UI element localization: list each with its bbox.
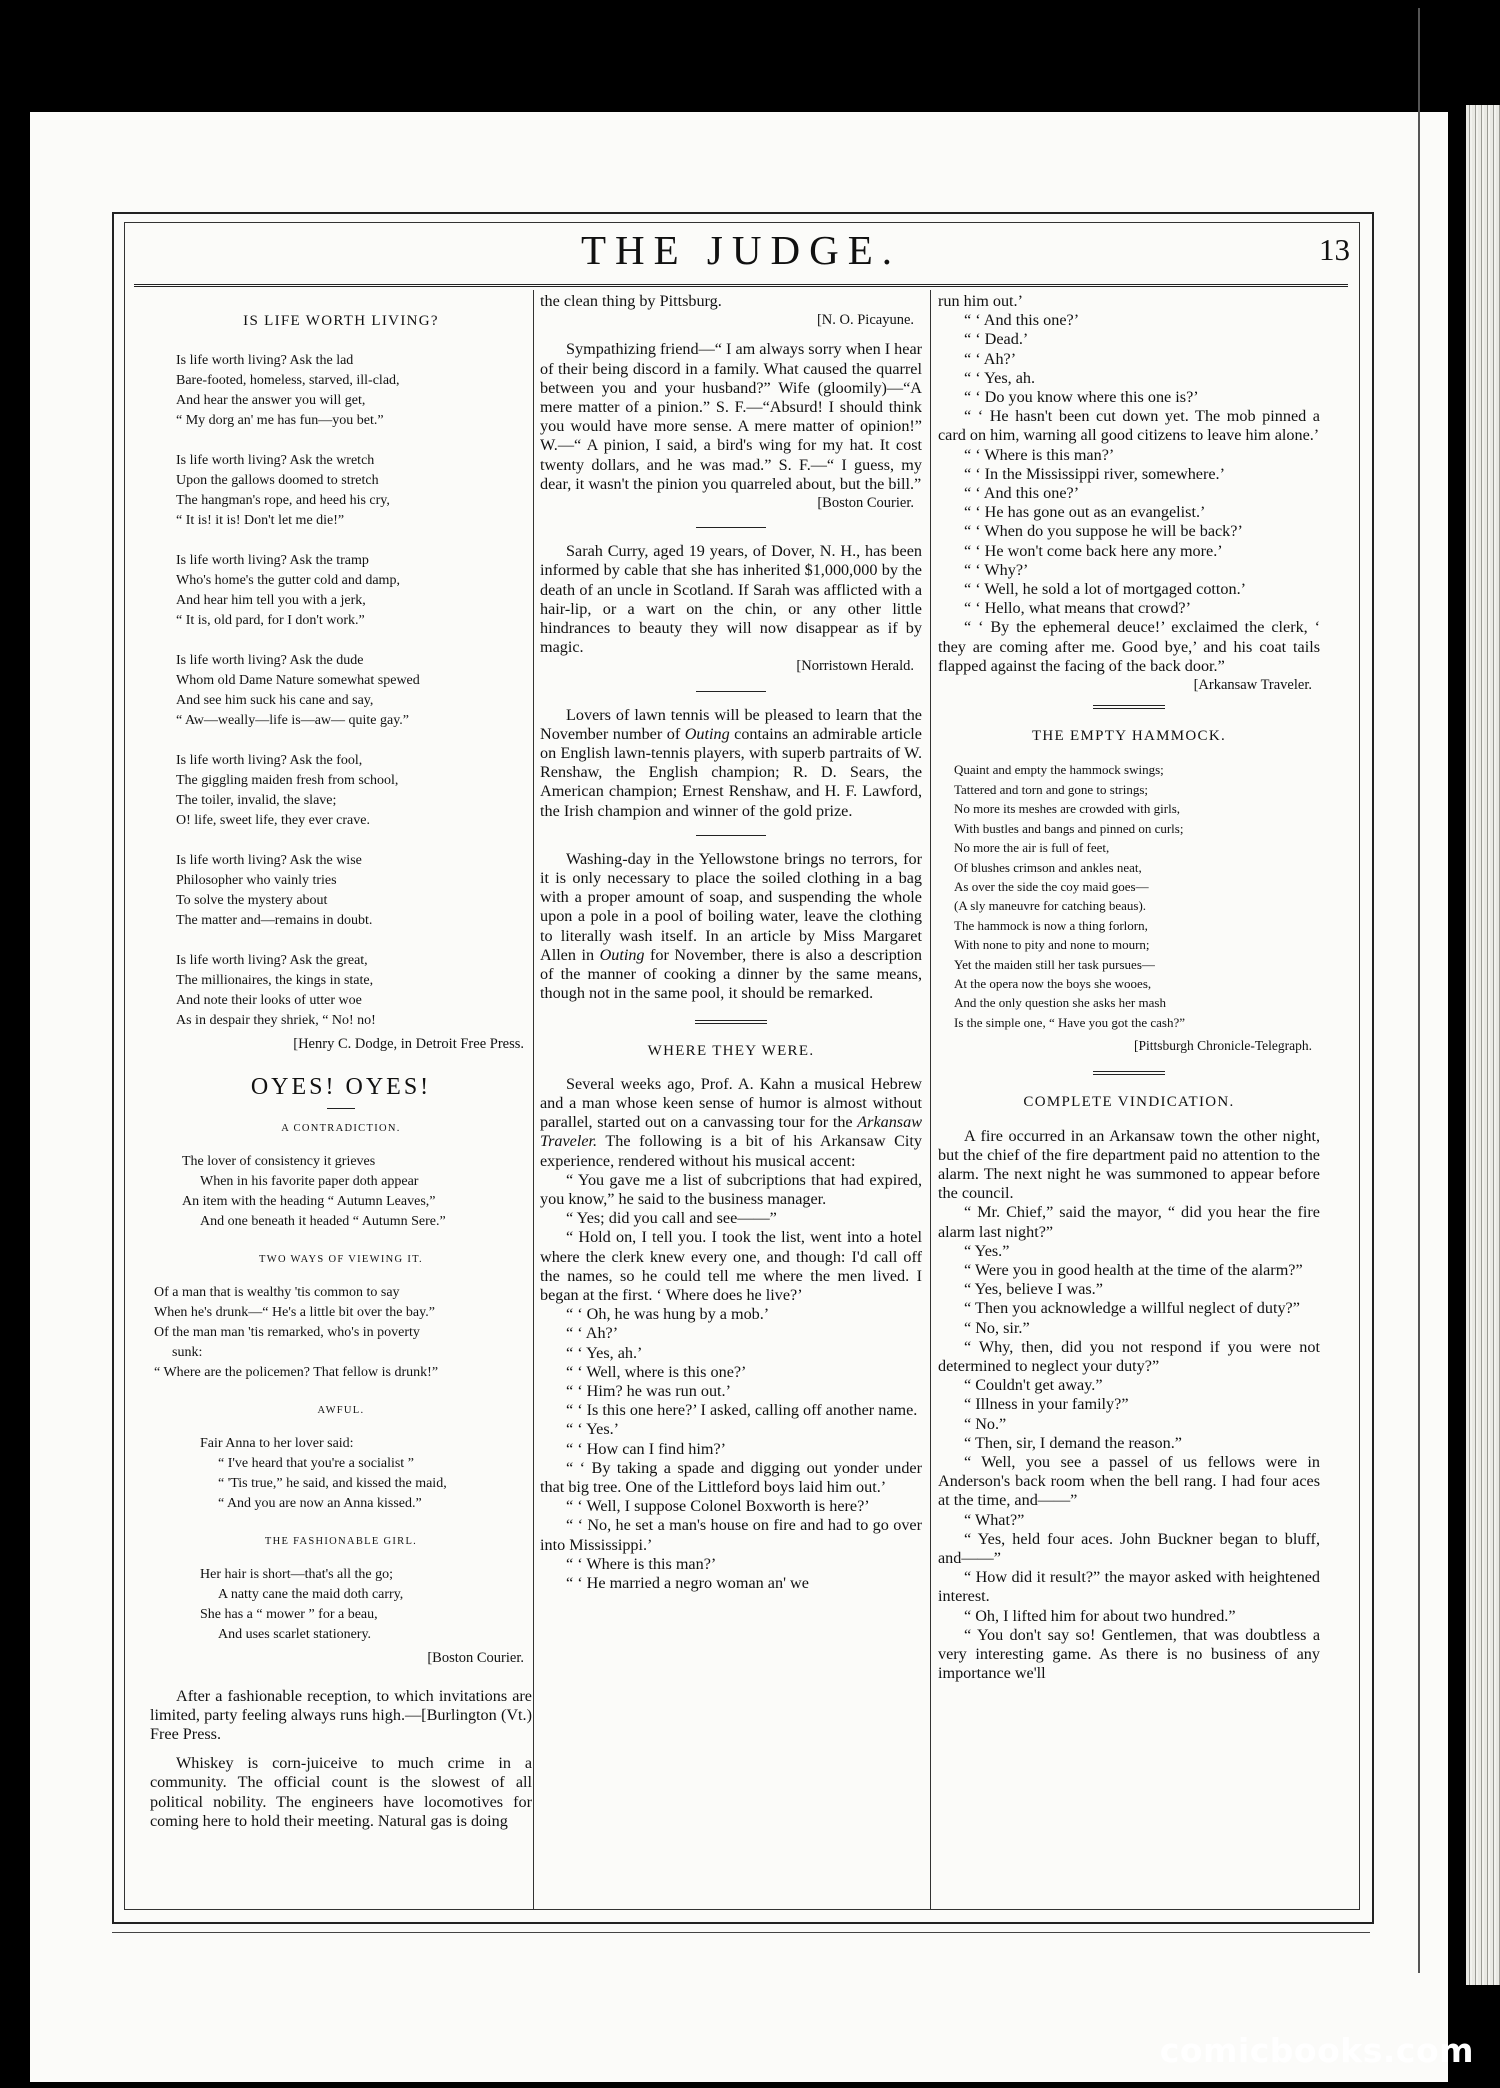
subhead: TWO WAYS OF VIEWING IT. <box>259 1253 423 1265</box>
article-body <box>938 1127 1320 1684</box>
stanza: Is life worth living? Ask the lad Bare-footed, homeless, starved, ill-clad, And hear the answer you will get, “ My dorg an' me has fun—you bet.” <box>176 353 400 429</box>
dialogue-line: “ ‘ Why?’ <box>964 560 1029 579</box>
page-number: 13 <box>1319 232 1350 267</box>
double-divider <box>695 1020 767 1024</box>
paragraph: “ Yes, believe I was.” <box>964 1280 1103 1299</box>
subhead: THE FASHIONABLE GIRL. <box>264 1536 418 1548</box>
paragraph: Lovers of lawn tennis will be pleased to learn that the November number of Outing contains an admirable article on English lawn-tennis players, with superb partraits of W. Renshaw, the English champion; R. D. Sears, the American champion; Ernest Renshaw, and H. F. Lawford, the Irish champion and winner of the gold prize. <box>540 705 922 820</box>
divider <box>696 835 766 836</box>
paragraph: “ Illness in your family?” <box>964 1395 1129 1414</box>
paragraph: “ Then, sir, I demand the reason.” <box>964 1433 1182 1452</box>
paragraph: Several weeks ago, Prof. A. Kahn a musical Hebrew and a man whose keen sense of humor is almost without parallel, started out on a canvassing tour for the Arkansaw Traveler. The following is a bit of his Arkansaw City experience, rendered without his musical accent: <box>540 1074 922 1170</box>
verse: Of a man that is wealthy 'tis common to say When he's drunk—“ He's a little bit over the bay.” Of the man man 'tis remarked, who's in poverty sunk: “ Where are the policemen? That fellow is drunk!” <box>154 1285 439 1381</box>
dialogue-line: “ ‘ Dead.’ <box>964 330 1029 349</box>
dialogue-line: “ ‘ In the Mississippi river, somewhere.’ <box>964 464 1225 483</box>
paragraph: “ No.” <box>964 1414 1007 1433</box>
paragraph: the clean thing by Pittsburg. <box>540 292 722 310</box>
dialogue-line: “ ‘ He has gone out as an evangelist.’ <box>964 503 1206 522</box>
dialogue-line: “ Hold on, I tell you. I took the list, went into a hotel where the clerk knew every one, and though: I'd call off the names, so he could tell me where the men lived. I began at the first. ‘ Where does he live?’ <box>540 1228 922 1304</box>
dialogue-line: “ ‘ He hasn't been cut down yet. The mob pinned a card on him, warning all good citizens to leave him alone.’ <box>938 407 1320 445</box>
paragraph: “ Yes, held four aces. John Buckner began to bluff, and——” <box>938 1529 1320 1568</box>
paragraph: “ Well, you see a passel of us fellows were in Anderson's back room when the bell rang. I had four aces at the time, and——” <box>938 1453 1320 1510</box>
source-credit: [Arkansaw Traveler. <box>1193 677 1312 694</box>
masthead-title: THE JUDGE. <box>580 227 902 273</box>
stanza: Is life worth living? Ask the wise Philosopher who vainly tries To solve the mystery about The matter and—remains in doubt. <box>176 853 373 929</box>
double-divider <box>1093 1071 1165 1075</box>
column-1 <box>150 292 532 1831</box>
paragraph: “ Were you in good health at the time of the alarm?” <box>964 1260 1303 1279</box>
divider <box>696 527 766 528</box>
paragraph: A fire occurred in an Arkansaw town the other night, but the chief of the fire department paid no attention to the alarm. The next night he was summoned to appear before the council. <box>938 1126 1320 1203</box>
dialogue-line: “ ‘ Him? he was run out.’ <box>566 1381 731 1400</box>
stanza: Is life worth living? Ask the fool, The giggling maiden fresh from school, The toiler, invalid, the slave; O! life, sweet life, they ever crave. <box>176 753 399 829</box>
paragraph: “ Yes.” <box>964 1241 1010 1260</box>
dialogue <box>540 1171 922 1593</box>
dialogue-line: “ ‘ Yes.’ <box>566 1420 620 1439</box>
section-title: OYES! OYES! <box>250 1074 432 1101</box>
verse: The lover of consistency it grieves When in his favorite paper doth appear An item with the heading “ Autumn Leaves,” And one beneath it headed “ Autumn Sere.” <box>182 1153 446 1229</box>
dialogue-line: “ ‘ Well, I suppose Colonel Boxworth is here?’ <box>566 1497 870 1516</box>
page-stack-edge <box>1466 105 1500 1985</box>
dialogue <box>938 292 1320 676</box>
article-title: COMPLETE VINDICATION. <box>1023 1094 1235 1111</box>
dialogue-line: “ ‘ Ah?’ <box>566 1324 619 1343</box>
column-3 <box>938 292 1320 1683</box>
source-credit: [Boston Courier. <box>817 495 914 512</box>
dialogue-line: run him out.’ <box>938 292 1023 310</box>
dialogue-line: “ ‘ He won't come back here any more.’ <box>964 541 1223 560</box>
column-2 <box>540 292 922 1593</box>
stanza: Is life worth living? Ask the dude Whom old Dame Nature somewhat spewed And see him suck his cane and say, “ Aw—weally—life is—aw— quite gay.” <box>176 653 420 729</box>
paragraph: Sympathizing friend—“ I am always sorry when I hear of their being discord in a family. What caused the quarrel between you and your husband?” Wife (gloomily)—“A mere matter of a pinion.” S. F.—“Absurd! I should think you would have more sense. A mere matter of opinion!” W.—“ A pinion, I said, a bird's wing for my hat. It cost twenty dollars, and he was mad.” S. F.—“ I guess, my dear, it wasn't the pinion you quarreled about, but the bill.” <box>540 340 923 493</box>
dialogue-line: “ ‘ Well, he sold a lot of mortgaged cotton.’ <box>964 580 1247 599</box>
paragraph: “ No, sir.” <box>964 1318 1030 1337</box>
dialogue-line: “ ‘ And this one?’ <box>964 484 1080 503</box>
dialogue-line: “ ‘ And this one?’ <box>964 311 1080 330</box>
watermark: comicbooks.com <box>1159 2031 1474 2070</box>
paragraph: “ Then you acknowledge a willful neglect of duty?” <box>964 1299 1300 1318</box>
article-title: IS LIFE WORTH LIVING? <box>243 313 439 329</box>
poem: Quaint and empty the hammock swings; Tattered and torn and gone to strings; No more its meshes are crowded with girls, With bustles and bangs and pinned on curls; No more the air is full of feet, Of blushes crimson and ankles neat, As over the side the coy maid goes— (A sly maneuvre for catching beaus). The hammock is now a thing forlorn, With none to pity and none to mourn; Yet the maiden still her task pursues— At the opera now the boys she wooes, And the only question she asks her mash Is the simple one, “ Have you got the cash?” <box>954 762 1186 1030</box>
dialogue-line: “ ‘ Where is this man?’ <box>566 1554 717 1573</box>
dialogue-line: “ ‘ Where is this man?’ <box>964 445 1115 464</box>
paragraph: “ What?” <box>964 1510 1025 1529</box>
dialogue-line: “ ‘ By taking a spade and digging out yonder under that big tree. One of the Littleford boys laid him out.’ <box>540 1458 922 1496</box>
dialogue-line: “ ‘ How can I find him?’ <box>566 1439 727 1458</box>
paragraph: Washing-day in the Yellowstone brings no terrors, for it is only necessary to place the soiled clothing in a bag with a proper amount of soap, and suspending the whole upon a pole in a pool of boiling water, leave the clothing to literally wash itself. In an article by Miss Margaret Allen in Outing for November, there is also a description of the manner of cooking a dinner by the same means, though not in the same pool, it should be remarked. <box>540 849 922 1003</box>
dialogue-line: “ ‘ Do you know where this one is?’ <box>964 388 1199 407</box>
dialogue-line: “ ‘ Hello, what means that crowd?’ <box>964 599 1191 618</box>
source-credit: [Pittsburgh Chronicle-Telegraph. <box>1133 1038 1312 1054</box>
divider <box>696 691 766 692</box>
article-title: THE EMPTY HAMMOCK. <box>1031 728 1227 745</box>
masthead-rule <box>134 284 1348 287</box>
paragraph: Sarah Curry, aged 19 years, of Dover, N. H., has been informed by cable that she has inherited $1,000,000 by the death of an uncle in Scotland. If Sarah was afflicted with a hair-lip, or a wart on the chin, or any other little hindrances to beauty they will now disappear as if by magic. <box>540 542 922 657</box>
verse: Fair Anna to her lover said: “ I've heard that you're a socialist ” “ 'Tis true,” he said, and kissed the maid, “ And you are now an Anna kissed.” <box>200 1436 447 1512</box>
source-credit: [Boston Courier. <box>427 1650 524 1667</box>
dialogue-line: “ ‘ Is this one here?’ I asked, calling off another name. <box>566 1401 918 1420</box>
divider <box>327 1108 355 1109</box>
source-credit: [Henry C. Dodge, in Detroit Free Press. <box>293 1036 524 1053</box>
paragraph: “ You don't say so! Gentlemen, that was doubtless a very interesting game. As there is no business of any importance we'll <box>938 1625 1320 1683</box>
double-divider <box>1093 705 1165 709</box>
bottom-rule <box>112 1932 1370 1933</box>
dialogue-line: “ ‘ By the ephemeral deuce!’ exclaimed the clerk, ‘ they are coming after me. Good bye,’ and his coat tails flapped against the facing of the back door.” <box>938 618 1320 675</box>
page-edge <box>1418 8 1420 1973</box>
dialogue-line: “ ‘ Yes, ah. <box>964 368 1036 387</box>
paragraph: After a fashionable reception, to which invitations are limited, party feeling always runs high.—[Burlington (Vt.) Free Press. <box>150 1686 532 1744</box>
source-credit: [Norristown Herald. <box>796 658 914 675</box>
stanza: Is life worth living? Ask the wretch Upon the gallows doomed to stretch The hangman's rope, and heed his cry, “ It is! it is! Don't let me die!” <box>176 453 390 529</box>
verse: Her hair is short—that's all the go; A natty cane the maid doth carry, She has a “ mower ” for a beau, And uses scarlet stationery. <box>200 1567 404 1643</box>
dialogue-line: “ Yes; did you call and see——” <box>566 1209 777 1228</box>
dialogue-line: “ ‘ He married a negro woman an' we <box>566 1573 809 1592</box>
subhead: AWFUL. <box>317 1405 365 1417</box>
subhead: A CONTRADICTION. <box>281 1122 401 1134</box>
stanza: Is life worth living? Ask the great, The millionaires, the kings in state, And note their looks of utter woe As in despair they shriek, “ No! no! <box>176 953 376 1029</box>
paragraph: “ Why, then, did you not respond if you were not determined to neglect your duty?” <box>938 1337 1320 1375</box>
column-divider <box>533 290 534 1910</box>
paragraph: “ How did it result?” the mayor asked with heightened interest. <box>938 1568 1320 1606</box>
dialogue-line: “ ‘ Ah?’ <box>964 349 1017 368</box>
paragraph: Whiskey is corn-juiceive to much crime in a community. The official count is the slowest of all political nobility. The engineers have locomotives for coming here to hold their meeting. Natural gas is doing <box>150 1754 532 1830</box>
article-title: WHERE THEY WERE. <box>647 1042 815 1059</box>
paragraph: “ Oh, I lifted him for about two hundred.” <box>964 1606 1236 1625</box>
dialogue-line: “ You gave me a list of subcriptions that had expired, you know,” he said to the business manager. <box>540 1170 922 1208</box>
dialogue-line: “ ‘ When do you suppose he will be back?’ <box>964 522 1243 541</box>
poem <box>150 351 532 1031</box>
paragraph: “ Couldn't get away.” <box>964 1376 1103 1395</box>
dialogue-line: “ ‘ Well, where is this one?’ <box>566 1362 747 1381</box>
stanza: Is life worth living? Ask the tramp Who's home's the gutter cold and damp, And hear him tell you with a jerk, “ It is, old pard, for I don't work.” <box>176 553 400 629</box>
paragraph: “ Mr. Chief,” said the mayor, “ did you hear the fire alarm last night?” <box>938 1203 1320 1241</box>
column-divider <box>930 290 931 1910</box>
dialogue-line: “ ‘ Yes, ah.’ <box>566 1343 643 1362</box>
dialogue-line: “ ‘ Oh, he was hung by a mob.’ <box>566 1305 770 1324</box>
dialogue-line: “ ‘ No, he set a man's house on fire and had to go over into Mississippi.’ <box>540 1516 922 1554</box>
source-credit: [N. O. Picayune. <box>816 312 914 329</box>
